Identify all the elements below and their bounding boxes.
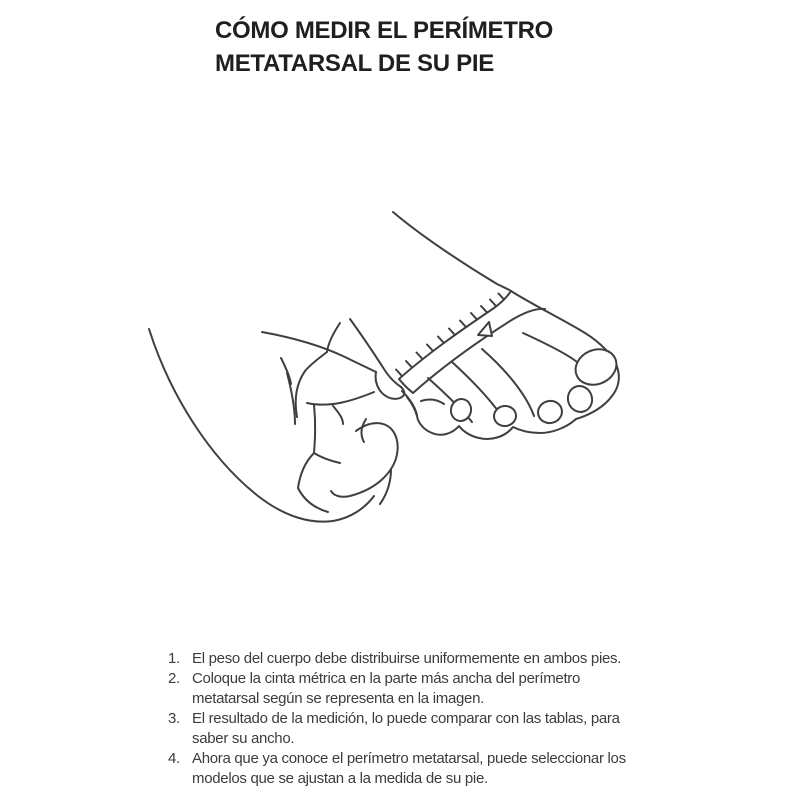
measuring-tape [399,291,545,393]
toenails [449,343,622,427]
leg-outline [393,212,511,291]
foot-outline [402,291,619,439]
instruction-step-4: Ahora que ya conoce el perímetro metatarsal, puede seleccionar los modelos que se ajustan a la medida de su pie. [192,750,626,787]
page-title: CÓMO MEDIR EL PERÍMETRO METATARSAL DE SU PIE [215,17,554,77]
instruction-step-2: Coloque la cinta métrica en la parte más ancha del perímetro metatarsal según se representa en la imagen. [192,670,581,707]
instruction-step-3: El resultado de la medición, lo puede comparar con las tablas, para saber su ancho. [192,710,620,747]
instruction-step-1: El peso del cuerpo debe distribuirse uniformemente en ambos pies. [192,650,622,667]
toes [428,333,577,423]
tape-fold-tab [478,322,492,336]
tape-tick-marks [396,294,504,377]
instruction-list [168,649,646,789]
hand-holding-tape [149,319,404,522]
